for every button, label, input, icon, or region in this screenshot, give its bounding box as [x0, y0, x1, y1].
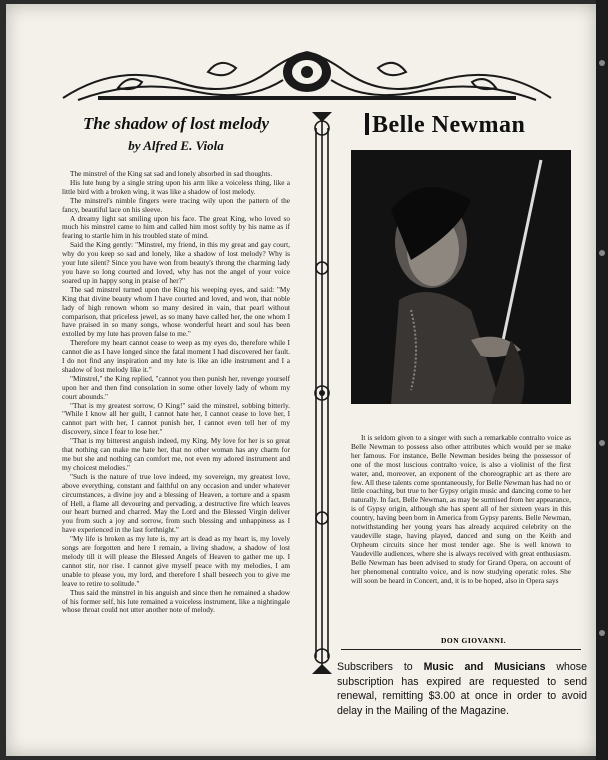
binding-hole — [599, 630, 605, 636]
article-title — [365, 112, 571, 139]
paragraph: Thus said the minstrel in his anguish and since then he remained a shadow of his former self, his lute remained a voiceless instrument, like a nightingale whose throat could not utter another note of melody. — [62, 587, 290, 615]
paragraph: "That is my bitterest anguish indeed, my King. My love for her is so great that nothing can make me hate her, that no other woman has any charm for me but she and nothing can comfort me, not even my adored instrument and my choicest melodies." — [62, 436, 290, 472]
binding-hole — [599, 60, 605, 66]
right-article — [337, 112, 587, 717]
paragraph: It is seldom given to a singer with such a remarkable contralto voice as Belle Newman to possess also other attributes which would per se make her famous. For instance, Belle Newman besides being the possessor of one of the most luscious contralto voice, is also a violinist of the first water, and, moreover, an exponent of the choreographic art as there are few. All these talents come spontaneously, for Belle Newman has had no or little coaching, but true to her Gypsy origin music and dancing come to her naturally. In fact, Belle Newman, as may be surmised from her appearance, is of Gypsy origin, although she has spent all of her sixteen years in this country, having been born in America from Gypsy parents. Belle Newman, notwithstanding her young years has already acquired celebrity on the vaudeville stage, having played, danced and sung on the Keith and Orpheum circuits since her most tender age. She is well known to Vaudeville audiences, where she is always received with great enthusiasm. Belle Newman has been advised to study for Grand Opera, on account of her phenomenal contralto voice, and is now studying operatic roles. She will soon be heard in Concert, and, it is to be hoped, also in Opera says — [351, 433, 571, 585]
column-divider-ornament — [308, 108, 336, 678]
paragraph: A dreamy light sat smiling upon his face. The great King, who loved so much his minstrel came to him and called him most softly by his name as if fearing to startle him in his troubled state of mind. — [62, 213, 290, 241]
paragraph: The minstrel of the King sat sad and lonely absorbed in sad thoughts. — [70, 169, 273, 178]
paragraph: Therefore my heart cannot cease to weep as my eyes do, therefore while I cannot die as I have longed since the fatal moment I had discovered her fault. I do not find any inspiration and my lute is like an idle instrument and I a shadow of lost melody like it." — [62, 338, 290, 374]
decorative-header-ornament — [58, 42, 556, 104]
paragraph: The sad minstrel turned upon the King his weeping eyes, and said: "My King that divine beauty whom I have courted and loved, and won, that noble lady of high renown whom so many desired in vain, that pearl without comparison, that priceless jewel, as so many have called her, the one whom I have praised in so many songs, whose wonderful heart and soul has been extolled by my lute has proven false to me." — [62, 284, 290, 339]
portrait-image — [351, 150, 571, 404]
article-body — [351, 434, 571, 585]
paragraph: "That is my greatest sorrow, O King!" said the minstrel, sobbing bitterly. "While I know all her guilt, I cannot hate her, I cannot cease to love her, I cannot part with her, I cannot punish her, I cannot even tell her of my discovery, since I fear to lose her." — [62, 400, 290, 437]
magazine-page — [6, 4, 596, 756]
page-binding-edge — [596, 0, 608, 760]
notice-text: Subscribers to — [337, 661, 424, 673]
notice-text: whose subscription has expired are requested to send renewal, remitting $3.00 at once in order to avoid delay in the Mailing of the Magazine. — [337, 661, 587, 717]
paragraph: "My life is broken as my lute is, my art is dead as my heart is, my lovely songs are forgotten and here I remain, a living shadow, a shadow of lost melody till it will please the Blessed Angels of Heaven to gather me up. I cannot stir, nor rise. I cannot give myself peace with my melodies, I am unable to please you, my lord, and therefore I shall beseech you to give me leave to retire to solitude." — [62, 534, 290, 588]
horizontal-rule — [341, 649, 581, 650]
subscription-notice — [337, 660, 587, 718]
article-title: The shadow of lost melody — [82, 114, 270, 133]
paragraph: "Such is the nature of true love indeed, my sovereign, my greatest love, above everything, constant and faithful on any occasion and under whatever circumstances, a divine joy and a blessing of Heaven, a torture and a spasm of Hell, a flame all devouring and pervading, a destructive fire which leaves our heart burned and charred. May the Lord and the Blessed Virgin deliver you from such a joy and sorrow, from such blessing and unhappiness as I have experienced in the last forthnight." — [62, 471, 290, 535]
binding-hole — [599, 440, 605, 446]
left-article — [62, 114, 290, 615]
author-signature: DON GIOVANNI. — [441, 636, 507, 645]
article-byline: by Alfred E. Viola — [128, 138, 224, 153]
paragraph: His lute hung by a single string upon his arm like a voiceless thing, like a little bird with a broken wing, it was like a shadow of lost melody. — [62, 177, 290, 196]
article-body — [62, 170, 290, 615]
binding-hole — [599, 250, 605, 256]
paragraph: Said the King gently: "Minstrel, my friend, in this my great and gay court, why do you keep so sad and lonely, like a shadow of lost melody? Why is your lute silent? Since you have won from beauty's throng the charming lady you have so long courted and loved, why has not the angel of your voice soared up in happy song in praise of her?" — [62, 240, 290, 285]
paragraph: "Minstrel," the King replied, "cannot you then punish her, revenge yourself upon her and then find consolation in some other lovely lady of whom my court abounds." — [62, 373, 290, 401]
portrait-photo — [351, 150, 571, 404]
title-bar-icon — [365, 113, 369, 135]
title-text: Belle Newman — [372, 112, 526, 138]
magazine-name: Music and Musicians — [423, 661, 546, 673]
paragraph: The minstrel's nimble fingers were tracing wily upon the pattern of the fancy, beautiful lace on his sleeve. — [62, 195, 290, 214]
